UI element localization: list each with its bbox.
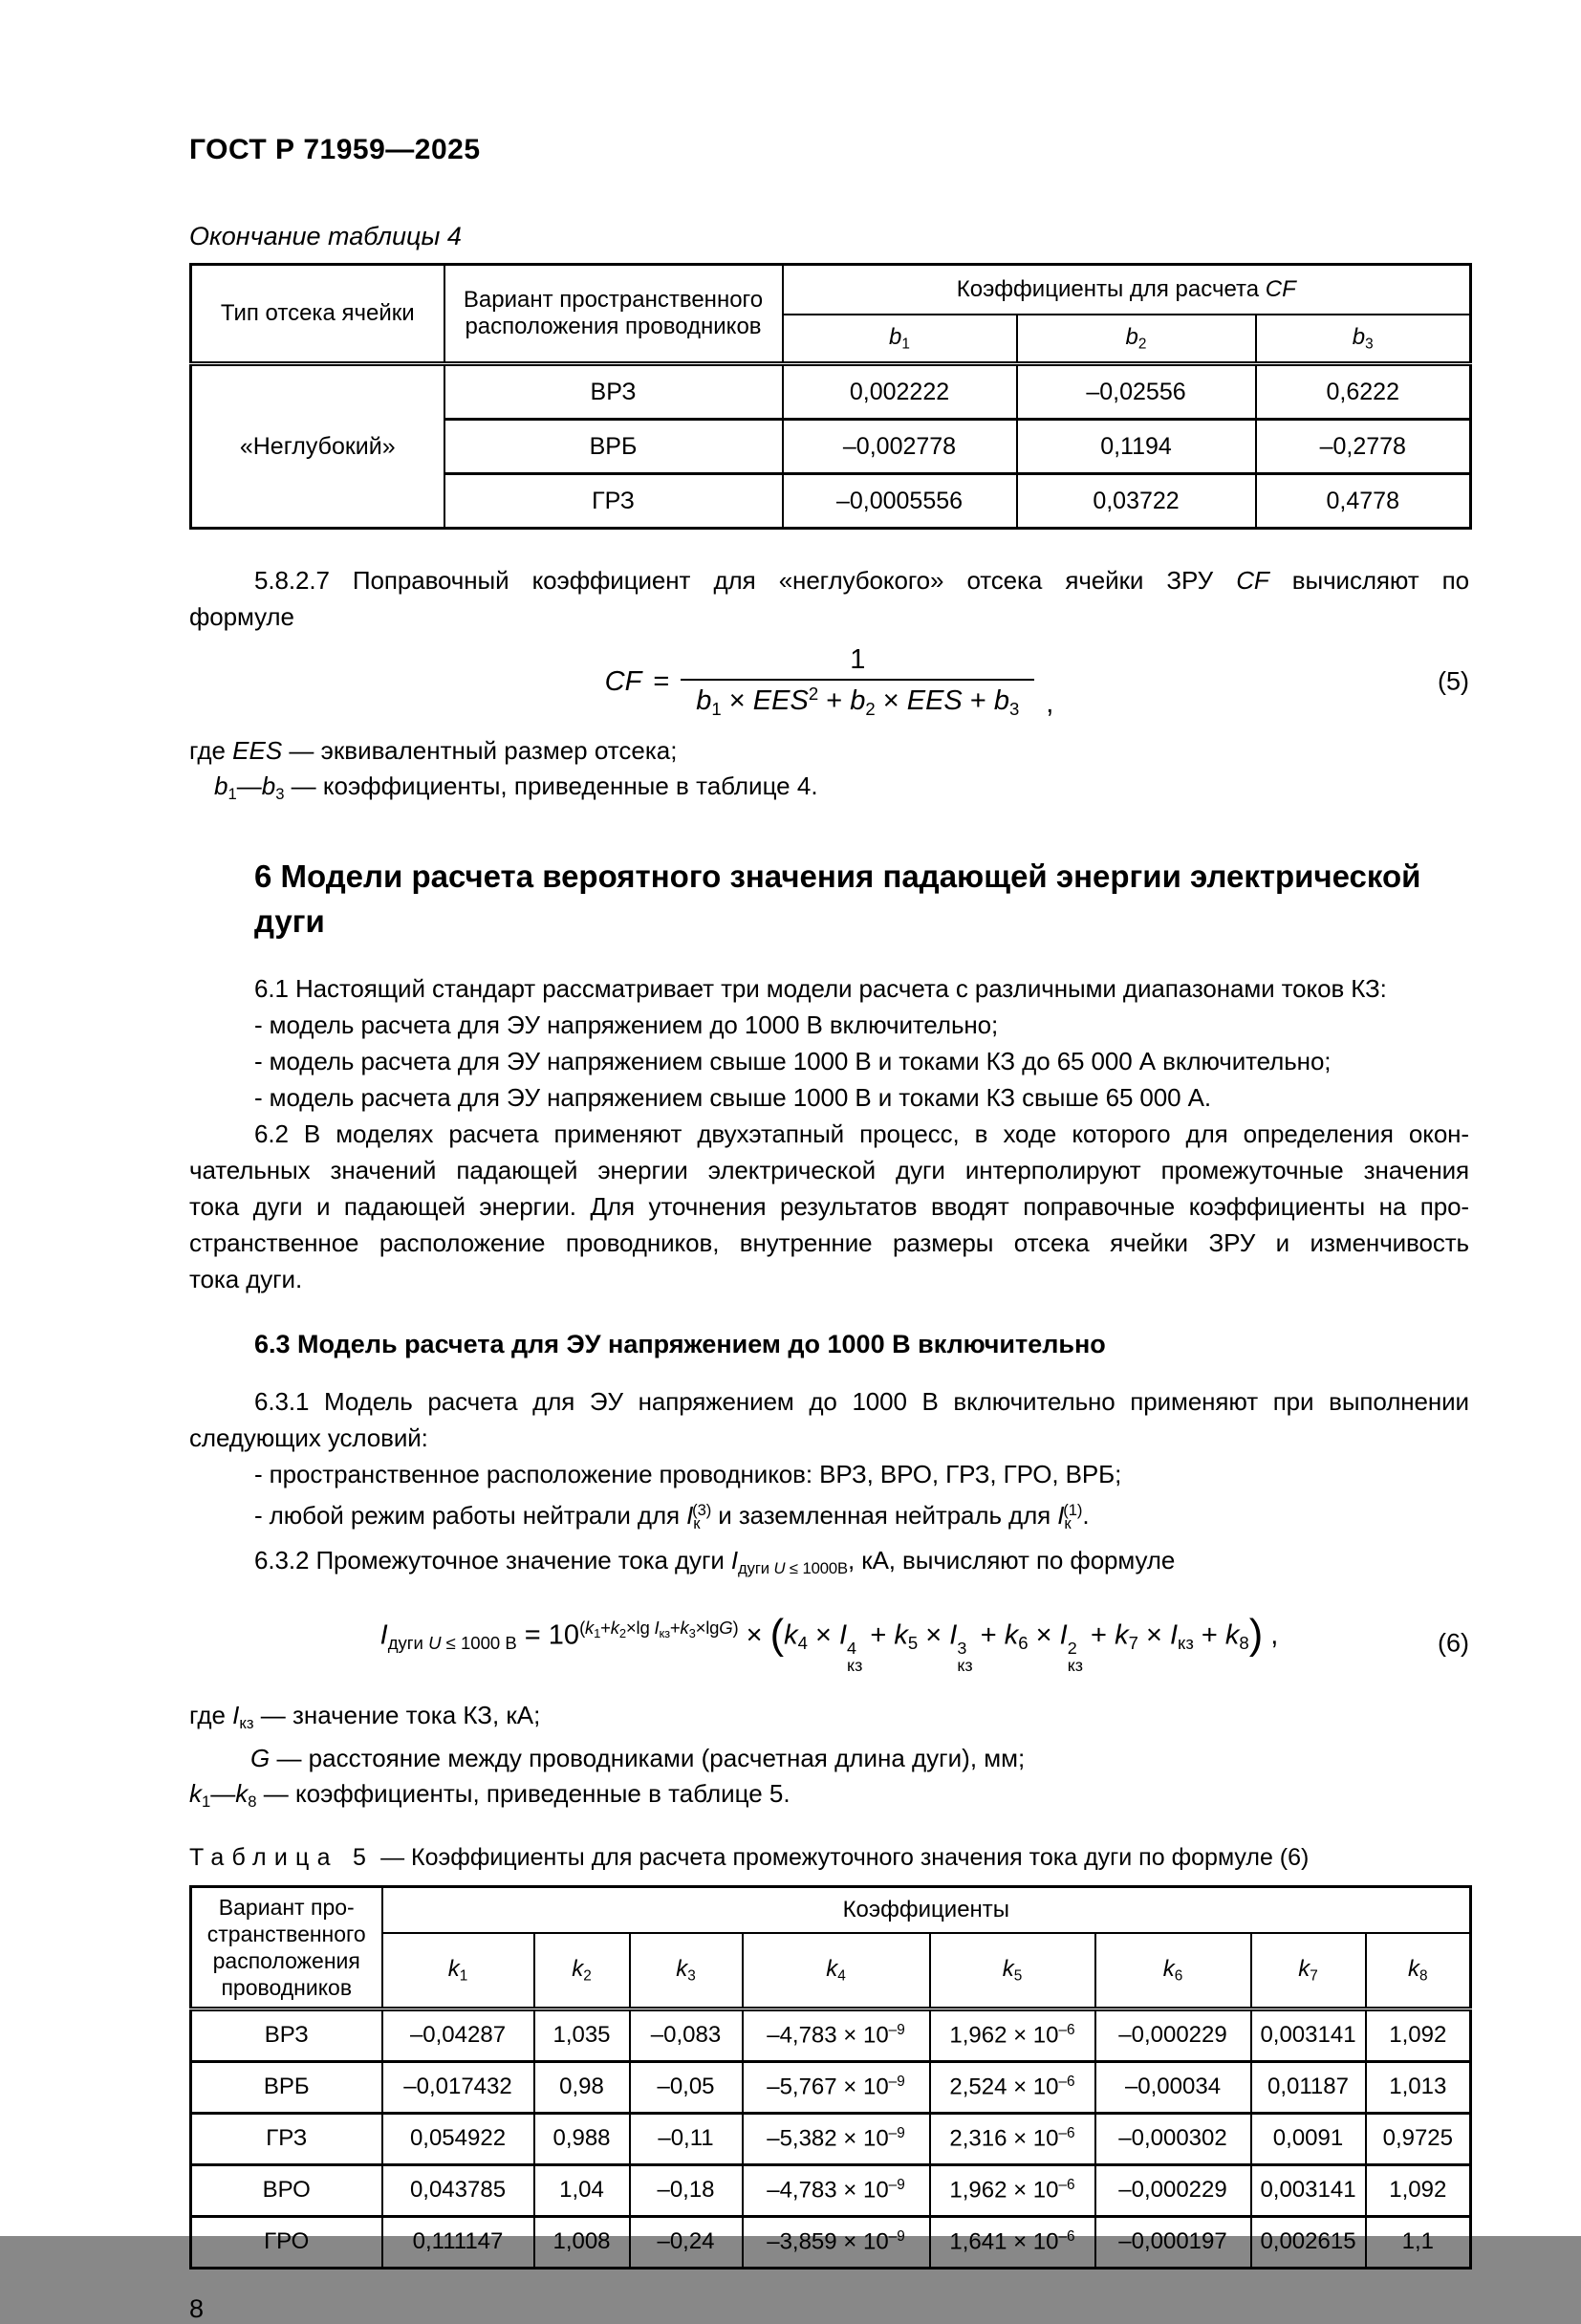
- formula5-fraction: [681, 644, 1034, 720]
- table-row: [191, 2216, 1471, 2268]
- table5-k1-header: $k_1$: [382, 1933, 534, 2009]
- table-cell: –0,000229: [1095, 2009, 1251, 2061]
- heading-line: дуги: [254, 902, 325, 939]
- table5-k4-header: $k_4$: [743, 1933, 930, 2009]
- table4-header: [191, 265, 1471, 364]
- table-cell: 0,9725: [1366, 2113, 1471, 2164]
- table-row: [191, 265, 1471, 315]
- table-cell: –0,18: [630, 2164, 743, 2216]
- table-cell: –0,11: [630, 2113, 743, 2164]
- table-cell: 0,6222: [1256, 364, 1471, 420]
- list-item: - модель расчета для ЭУ напряжением свыше 1000 В и токами КЗ свыше 65 000 А.: [254, 1082, 1211, 1112]
- table-cell: –0,00034: [1095, 2061, 1251, 2113]
- table-cell: 0,01187: [1251, 2061, 1366, 2113]
- where-line: $b_1—b_3$ — коэффициенты, приведенные в таблице 4.: [214, 771, 818, 803]
- table-cell: –0,000229: [1095, 2164, 1251, 2216]
- table-cell: 0,4778: [1256, 474, 1471, 529]
- table-cell: 1,092: [1366, 2164, 1471, 2216]
- table-cell: $2,316 \times 10^{-6}$: [930, 2113, 1095, 2164]
- table-cell: 0,111147: [382, 2216, 534, 2268]
- list-item: - пространственное расположение проводников: ВРЗ, ВРО, ГРЗ, ГРО, ВРБ;: [254, 1459, 1122, 1488]
- table-cell: ВРБ: [444, 420, 783, 474]
- table-row: [191, 364, 1471, 420]
- list-item: - любой режим работы нейтрали для $I_к^{(3)}$ и заземленная нейтраль для $I_к^{(1)}$.: [254, 1500, 1090, 1532]
- table-cell: $-5,767 \times 10^{-9}$: [743, 2061, 930, 2113]
- formula6-where-block: [189, 1698, 1469, 1819]
- formula5-numerator: 1: [850, 644, 866, 675]
- table-cell: 0,002222: [783, 364, 1017, 420]
- formula-5: [189, 644, 1469, 720]
- table-cell: ВРБ: [191, 2061, 382, 2113]
- table5-k3-header: $k_3$: [630, 1933, 743, 2009]
- where-line: G — расстояние между проводниками (расчетная длина дуги), мм;: [250, 1743, 1026, 1772]
- table-cell: $-4,783 \times 10^{-9}$: [743, 2164, 930, 2216]
- table-cell: 1,013: [1366, 2061, 1471, 2113]
- formula5-where-block: [189, 733, 1469, 812]
- table-cell: –0,017432: [382, 2061, 534, 2113]
- formula-6: [189, 1602, 1469, 1684]
- table5-caption: [189, 1844, 1469, 1872]
- table-cell: 0,03722: [1017, 474, 1256, 529]
- table-cell: $-3,859 \times 10^{-9}$: [743, 2216, 930, 2268]
- list-item: - модель расчета для ЭУ напряжением до 1000 В включительно;: [254, 1010, 999, 1039]
- table4-coeff-header: Коэффициенты для расчета CF: [783, 265, 1471, 315]
- table4-col2-header: Вариант пространственного расположения проводников: [444, 265, 783, 364]
- table-cell: –0,000197: [1095, 2216, 1251, 2268]
- table4-b2-header: $b_2$: [1017, 315, 1256, 364]
- table-row: [191, 1933, 1471, 2009]
- table5-header: [191, 1886, 1471, 2009]
- table4-b3-header: $b_3$: [1256, 315, 1471, 364]
- table-cell: –0,24: [630, 2216, 743, 2268]
- table-cell: 0,98: [534, 2061, 630, 2113]
- where-line: где EES — эквивалентный размер отсека;: [189, 735, 678, 765]
- page-number: 8: [189, 2293, 205, 2323]
- table-cell: ГРО: [191, 2216, 382, 2268]
- table-cell: –0,04287: [382, 2009, 534, 2061]
- table-row: [191, 2164, 1471, 2216]
- clause-632-line: 6.3.2 Промежуточное значение тока дуги $I_{дуги U \le 1000В}$, кА, вычисляют по формуле: [254, 1545, 1176, 1577]
- table-cell: ВРО: [191, 2164, 382, 2216]
- table-cell: –0,2778: [1256, 420, 1471, 474]
- table5-col1-header: Вариант про-странственного расположения проводников: [191, 1886, 382, 2009]
- table-cell: 1,04: [534, 2164, 630, 2216]
- where-line: $k_1—k_8$ — коэффициенты, приведенные в таблице 5.: [189, 1778, 790, 1811]
- formula6-number: (6): [1438, 1628, 1469, 1658]
- table-cell: –0,083: [630, 2009, 743, 2061]
- table-cell: $1,962 \times 10^{-6}$: [930, 2009, 1095, 2061]
- paragraph-line: следующих условий:: [189, 1423, 428, 1452]
- formula5-number: (5): [1438, 666, 1469, 696]
- table-cell: $-4,783 \times 10^{-9}$: [743, 2009, 930, 2061]
- paragraph-line: 5.8.2.7 Поправочный коэффициент для «неглубокого» отсека ячейки ЗРУ CF вычисляют по: [254, 566, 1469, 595]
- clause-61-paragraph: [189, 970, 1469, 1116]
- table-cell: ГРЗ: [444, 474, 783, 529]
- table-cell: ВРЗ: [444, 364, 783, 420]
- paragraph-line: формуле: [189, 602, 294, 631]
- table-cell: $1,962 \times 10^{-6}$: [930, 2164, 1095, 2216]
- standard-code-header: ГОСТ Р 71959—2025: [189, 134, 481, 165]
- table-cell: 1,1: [1366, 2216, 1471, 2268]
- table-cell: 0,988: [534, 2113, 630, 2164]
- list-item: - модель расчета для ЭУ напряжением свыше 1000 В и токами КЗ до 65 000 А включительно;: [254, 1046, 1332, 1075]
- formula5-denominator: $b_1 \times EES^2 + b_2$ × EES + $b_3$: [681, 679, 1034, 720]
- paragraph-line: 6.1 Настоящий стандарт рассматривает три модели расчета с различными диапазонами токов КЗ:: [254, 973, 1387, 1003]
- table-cell: 0,054922: [382, 2113, 534, 2164]
- where-line: где $I_{кз}$ — значение тока КЗ, кА;: [189, 1700, 541, 1732]
- table-cell: 0,002615: [1251, 2216, 1366, 2268]
- table-cell: –0,02556: [1017, 364, 1256, 420]
- paragraph-line: тока дуги и падающей энергии. Для уточнения результатов вводят поправочные коэффициенты на про-: [189, 1191, 1469, 1221]
- table4-b1-header: $b_1$: [783, 315, 1017, 364]
- table5-k7-header: $k_7$: [1251, 1933, 1366, 2009]
- paragraph-line: странственное расположение проводников, внутренние размеры отсека ячейки ЗРУ и изменчивость: [189, 1227, 1469, 1257]
- paragraph-line: 6.3.1 Модель расчета для ЭУ напряжением до 1000 В включительно применяют при выполнении: [254, 1386, 1469, 1416]
- table-cell: ВРЗ: [191, 2009, 382, 2061]
- table-cell: 0,003141: [1251, 2009, 1366, 2061]
- table5-k5-header: $k_5$: [930, 1933, 1095, 2009]
- table5-caption-text: — Коэффициенты для расчета промежуточного значения тока дуги по формуле (6): [380, 1843, 1310, 1871]
- table-cell: –0,0005556: [783, 474, 1017, 529]
- table-cell: 0,0091: [1251, 2113, 1366, 2164]
- table-cell: 1,008: [534, 2216, 630, 2268]
- table-row: [191, 2009, 1471, 2061]
- section-63-heading: 6.3 Модель расчета для ЭУ напряжением до 1000 В включительно: [254, 1329, 1106, 1358]
- table5-caption-label: Таблица 5: [189, 1843, 375, 1871]
- formula5-lhs: CF: [604, 665, 642, 697]
- table-cell: 0,003141: [1251, 2164, 1366, 2216]
- table4-continuation-caption: Окончание таблицы 4: [189, 222, 462, 250]
- table4-col1-header: Тип отсека ячейки: [191, 265, 444, 364]
- table5-k6-header: $k_6$: [1095, 1933, 1251, 2009]
- table-cell: –0,000302: [1095, 2113, 1251, 2164]
- table-cell: –0,05: [630, 2061, 743, 2113]
- clause-5827-paragraph: [189, 562, 1469, 635]
- table-row: [191, 2113, 1471, 2164]
- table-cell: 1,035: [534, 2009, 630, 2061]
- table-5: [189, 1885, 1472, 2270]
- page-content: [189, 0, 1469, 2324]
- table-cell: $2,524 \times 10^{-6}$: [930, 2061, 1095, 2113]
- formula5-comma: ,: [1046, 687, 1054, 719]
- table-4: [189, 263, 1472, 530]
- heading-line: 6 Модели расчета вероятного значения падающей энергии электрической: [254, 858, 1421, 894]
- paragraph-line: тока дуги.: [189, 1264, 303, 1293]
- clause-62-paragraph: [189, 1116, 1469, 1297]
- table-cell: 0,043785: [382, 2164, 534, 2216]
- clause-631-paragraph: [189, 1383, 1469, 1587]
- table-cell: ГРЗ: [191, 2113, 382, 2164]
- table-cell: 1,092: [1366, 2009, 1471, 2061]
- table-cell: $1,641 \times 10^{-6}$: [930, 2216, 1095, 2268]
- paragraph-line: 6.2 В моделях расчета применяют двухэтапный процесс, в ходе которого для определения окон-: [254, 1119, 1469, 1148]
- table-cell: 0,1194: [1017, 420, 1256, 474]
- table-cell: $-5,382 \times 10^{-9}$: [743, 2113, 930, 2164]
- table-row: [191, 1886, 1471, 1933]
- cell-compartment-type: «Неглубокий»: [191, 364, 444, 529]
- table5-k2-header: $k_2$: [534, 1933, 630, 2009]
- formula6-body: $I_{дуги U \le 1000 В} = 10^{(k_1+k_2\times lg I_{кз}+k_3\times lgG)} \times (k_4 \times I$ 4 кз + $k_5 \times I$ 3 кз + $k_6 \times I$ 2 кз + $k_7 \times I_{кз} + k_8$) ,: [379, 1612, 1279, 1676]
- table-row: [191, 2061, 1471, 2113]
- table5-k8-header: $k_8$: [1366, 1933, 1471, 2009]
- table5-coeff-header: Коэффициенты: [382, 1886, 1471, 1933]
- paragraph-line: чательных значений падающей энергии электрической дуги интерполируют промежуточные значения: [189, 1155, 1469, 1184]
- table-cell: –0,002778: [783, 420, 1017, 474]
- section-6-heading: [189, 854, 1469, 944]
- formula5-equals: =: [653, 665, 670, 697]
